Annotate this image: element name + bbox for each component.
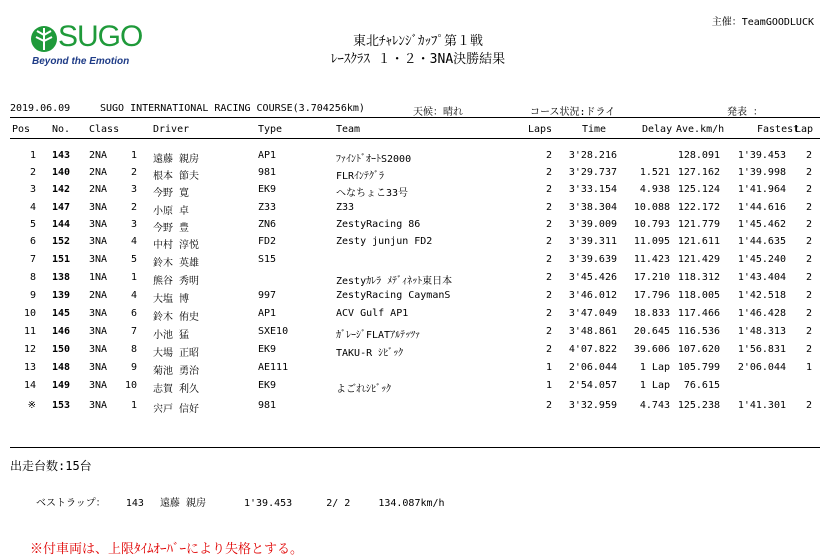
cell-fastest-lap: 2 (805, 290, 812, 301)
cell-team: FLRｲﾝﾃｸﾞﾗ (336, 171, 385, 182)
cell-time: 3'39.311 (568, 236, 617, 247)
cell-team: ｶﾞﾚｰｼﾞFLATｱﾙﾃｯﾂｧ (336, 330, 421, 341)
cell-class: 2NA (89, 150, 108, 161)
cell-delay: 1.521 (639, 167, 670, 178)
cell-pos: 6 (29, 236, 36, 247)
cell-delay: 1 Lap (639, 380, 670, 391)
table-row (0, 400, 836, 416)
cell-pos: ※ (27, 400, 36, 411)
cell-driver: 中村 淳悦 (153, 240, 200, 251)
cell-driver: 今野 寛 (153, 188, 190, 199)
cell-pos: 1 (29, 150, 36, 161)
cell-no: 147 (51, 202, 70, 213)
cell-class-pos: 7 (130, 326, 137, 337)
cell-class: 3NA (89, 236, 108, 247)
cell-no: 146 (51, 326, 70, 337)
cell-class: 2NA (89, 184, 108, 195)
cell-delay: 11.423 (633, 254, 670, 265)
cell-pos: 9 (29, 290, 36, 301)
cell-team: ﾌｧｲﾝﾄﾞｵｰﾄS2000 (336, 154, 412, 165)
cell-class: 3NA (89, 380, 108, 391)
cell-driver: 遠藤 親房 (153, 154, 200, 165)
cell-no: 138 (51, 272, 70, 283)
cell-delay: 1 Lap (639, 362, 670, 373)
cell-fastest: 1'39.998 (737, 167, 786, 178)
cell-avekmh: 118.005 (677, 290, 720, 301)
header-time: Time (582, 124, 607, 135)
disqualification-note: ※付車両は、上限ﾀｲﾑｵｰﾊﾞｰにより失格とする。 (30, 542, 304, 557)
cell-fastest-lap: 2 (805, 344, 812, 355)
cell-driver: 大塩 博 (153, 294, 190, 305)
cell-type: EK9 (258, 380, 277, 391)
cell-class: 3NA (89, 326, 108, 337)
cell-team: ZestyRacing 86 (336, 219, 421, 230)
cell-fastest: 1'44.616 (737, 202, 786, 213)
cell-class-pos: 4 (130, 236, 137, 247)
table-row (0, 362, 836, 378)
table-row (0, 219, 836, 235)
cell-class-pos: 1 (130, 150, 137, 161)
cell-fastest: 1'42.518 (737, 290, 786, 301)
divider-header (10, 138, 820, 139)
cell-class: 3NA (89, 344, 108, 355)
best-lap-label: ベストラップ： (36, 498, 106, 509)
table-row (0, 326, 836, 342)
cell-pos: 8 (29, 272, 36, 283)
cell-class: 3NA (89, 362, 108, 373)
cell-time: 3'38.304 (568, 202, 617, 213)
cell-class-pos: 1 (130, 272, 137, 283)
cell-team: Zestyｶﾚﾗ ﾒﾃﾞｨﾈｯﾄ東日本 (336, 276, 453, 287)
cell-fastest: 2'06.044 (737, 362, 786, 373)
cell-pos: 14 (23, 380, 36, 391)
cell-time: 3'28.216 (568, 150, 617, 161)
cell-avekmh: 121.611 (677, 236, 720, 247)
cell-class-pos: 5 (130, 254, 137, 265)
cell-fastest-lap: 2 (805, 184, 812, 195)
cell-driver: 菊池 勇治 (153, 366, 200, 377)
announce-time: 発表 ： (727, 107, 764, 118)
cell-time: 3'32.959 (568, 400, 617, 411)
cell-fastest-lap: 2 (805, 236, 812, 247)
cell-class: 1NA (89, 272, 108, 283)
cell-no: 153 (51, 400, 70, 411)
cell-driver: 小池 猛 (153, 330, 190, 341)
cell-pos: 11 (23, 326, 36, 337)
cell-time: 3'39.639 (568, 254, 617, 265)
table-row (0, 254, 836, 270)
cell-class: 2NA (89, 167, 108, 178)
cell-laps: 2 (545, 308, 552, 319)
cell-laps: 2 (545, 272, 552, 283)
cell-fastest-lap: 2 (805, 272, 812, 283)
cell-driver: 小原 卓 (153, 206, 190, 217)
cell-class: 3NA (89, 254, 108, 265)
cell-team: Z33 (336, 202, 355, 213)
cell-type: FD2 (258, 236, 277, 247)
cell-delay: 11.095 (633, 236, 670, 247)
divider-top (10, 117, 820, 118)
cell-laps: 2 (545, 150, 552, 161)
header-type: Type (258, 124, 283, 135)
cell-pos: 10 (23, 308, 36, 319)
header-pos: Pos (12, 124, 31, 135)
cell-fastest: 1'45.462 (737, 219, 786, 230)
cell-driver: 大場 正昭 (153, 348, 200, 359)
table-row (0, 167, 836, 183)
cell-fastest-lap: 2 (805, 326, 812, 337)
cell-laps: 2 (545, 167, 552, 178)
cell-delay: 4.743 (639, 400, 670, 411)
cell-fastest-lap: 2 (805, 254, 812, 265)
cell-team: よごれｼﾋﾞｯｸ (336, 384, 391, 395)
cell-type: 981 (258, 400, 277, 411)
cell-fastest-lap: 2 (805, 219, 812, 230)
cell-type: 981 (258, 167, 277, 178)
cell-pos: 5 (29, 219, 36, 230)
cell-driver: 鈴木 侑史 (153, 312, 200, 323)
cell-delay: 20.645 (633, 326, 670, 337)
cell-pos: 2 (29, 167, 36, 178)
header-team: Team (336, 124, 361, 135)
cell-no: 143 (51, 150, 70, 161)
cell-time: 3'39.009 (568, 219, 617, 230)
header-laps: Laps (528, 124, 553, 135)
cell-avekmh: 118.312 (677, 272, 720, 283)
logo-brand: SUGO (58, 20, 143, 53)
cell-fastest-lap: 2 (805, 202, 812, 213)
cell-fastest: 1'44.635 (737, 236, 786, 247)
cell-laps: 2 (545, 400, 552, 411)
cell-driver: 今野 豊 (153, 223, 190, 234)
cell-type: 997 (258, 290, 277, 301)
cell-class-pos: 3 (130, 219, 137, 230)
header-lap: Lap (795, 124, 814, 135)
cell-no: 148 (51, 362, 70, 373)
cell-avekmh: 122.172 (677, 202, 720, 213)
table-row (0, 202, 836, 218)
cell-class-pos: 2 (130, 167, 137, 178)
cell-no: 150 (51, 344, 70, 355)
cell-fastest-lap: 1 (805, 362, 812, 373)
cell-type: Z33 (258, 202, 277, 213)
header-fastest: Fastest (757, 124, 800, 135)
cell-no: 139 (51, 290, 70, 301)
table-row (0, 380, 836, 396)
cell-laps: 2 (545, 326, 552, 337)
cell-no: 140 (51, 167, 70, 178)
cell-driver: 熊谷 秀明 (153, 276, 200, 287)
starters-count: 出走台数:15台 (10, 459, 92, 473)
table-row (0, 290, 836, 306)
cell-no: 149 (51, 380, 70, 391)
cell-team: ACV Gulf AP1 (336, 308, 409, 319)
page-subtitle: ﾚｰｽｸﾗｽ １・２・3NA決勝結果 (330, 52, 506, 67)
header-driver: Driver (153, 124, 190, 135)
cell-fastest: 1'39.453 (737, 150, 786, 161)
best-lap-time: 1'39.453 (244, 498, 293, 509)
cell-fastest: 1'45.240 (737, 254, 786, 265)
cell-no: 144 (51, 219, 70, 230)
divider-bottom (10, 447, 820, 448)
cell-class-pos: 9 (130, 362, 137, 373)
course-condition: コース状況:ドライ (530, 107, 616, 118)
cell-fastest: 1'41.964 (737, 184, 786, 195)
cell-team: へなちょこ33号 (336, 188, 409, 199)
cell-type: EK9 (258, 184, 277, 195)
cell-pos: 7 (29, 254, 36, 265)
cell-fastest-lap: 2 (805, 167, 812, 178)
header-avekmh: Ave.km/h (676, 124, 725, 135)
cell-avekmh: 127.162 (677, 167, 720, 178)
cell-time: 3'29.737 (568, 167, 617, 178)
cell-no: 145 (51, 308, 70, 319)
cell-class: 3NA (89, 400, 108, 411)
cell-class-pos: 6 (130, 308, 137, 319)
cell-avekmh: 128.091 (677, 150, 720, 161)
cell-delay: 17.796 (633, 290, 670, 301)
cell-pos: 3 (29, 184, 36, 195)
cell-laps: 2 (545, 290, 552, 301)
cell-avekmh: 105.799 (677, 362, 720, 373)
cell-time: 3'45.426 (568, 272, 617, 283)
cell-time: 2'54.057 (568, 380, 617, 391)
cell-avekmh: 117.466 (677, 308, 720, 319)
cell-class: 3NA (89, 308, 108, 319)
cell-time: 2'06.044 (568, 362, 617, 373)
cell-no: 151 (51, 254, 70, 265)
cell-class-pos: 2 (130, 202, 137, 213)
cell-laps: 2 (545, 219, 552, 230)
organizer: 主催：TeamGOODLUCK (711, 17, 814, 28)
header-class: Class (89, 124, 120, 135)
cell-fastest: 1'56.831 (737, 344, 786, 355)
cell-type: ZN6 (258, 219, 277, 230)
cell-team: TAKU-R ｼﾋﾞｯｸ (336, 348, 404, 359)
cell-class-pos: 1 (130, 400, 137, 411)
table-row (0, 184, 836, 200)
cell-class-pos: 3 (130, 184, 137, 195)
cell-class: 3NA (89, 219, 108, 230)
best-lap (36, 494, 445, 509)
cell-class-pos: 8 (130, 344, 137, 355)
cell-time: 3'46.012 (568, 290, 617, 301)
cell-avekmh: 121.779 (677, 219, 720, 230)
best-lap-driver: 遠藤 親房 (159, 498, 206, 509)
cell-fastest: 1'48.313 (737, 326, 786, 337)
table-row (0, 344, 836, 360)
cell-type: AP1 (258, 150, 277, 161)
cell-type: S15 (258, 254, 277, 265)
cell-fastest: 1'46.428 (737, 308, 786, 319)
table-row (0, 308, 836, 324)
cell-class-pos: 10 (124, 380, 137, 391)
cell-avekmh: 116.536 (677, 326, 720, 337)
cell-avekmh: 121.429 (677, 254, 720, 265)
cell-avekmh: 76.615 (683, 380, 720, 391)
cell-time: 3'48.861 (568, 326, 617, 337)
cell-class: 2NA (89, 290, 108, 301)
weather: 天候：晴れ (413, 107, 463, 118)
best-lap-speed: 134.087km/h (378, 498, 445, 509)
course-name: SUGO INTERNATIONAL RACING COURSE(3.704256km) (100, 103, 365, 114)
cell-pos: 4 (29, 202, 36, 213)
logo-tagline: Beyond the Emotion (32, 56, 130, 67)
page-title: 東北ﾁｬﾚﾝｼﾞｶｯﾌﾟ第１戦 (352, 34, 483, 49)
cell-laps: 2 (545, 236, 552, 247)
cell-avekmh: 125.124 (677, 184, 720, 195)
cell-team: ZestyRacing CaymanS (336, 290, 451, 301)
cell-driver: 志賀 利久 (153, 384, 200, 395)
table-row (0, 272, 836, 288)
cell-laps: 1 (545, 380, 552, 391)
cell-time: 3'33.154 (568, 184, 617, 195)
cell-fastest: 1'41.301 (737, 400, 786, 411)
best-lap-lap: 2/ 2 (326, 498, 351, 509)
cell-pos: 13 (23, 362, 36, 373)
cell-type: AE111 (258, 362, 289, 373)
header-no: No. (52, 124, 71, 135)
cell-type: SXE10 (258, 326, 289, 337)
cell-driver: 根本 節夫 (153, 171, 200, 182)
cell-driver: 宍戸 信好 (153, 404, 200, 415)
cell-delay: 39.606 (633, 344, 670, 355)
cell-laps: 2 (545, 184, 552, 195)
cell-driver: 鈴木 英雄 (153, 258, 200, 269)
cell-type: EK9 (258, 344, 277, 355)
cell-delay: 18.833 (633, 308, 670, 319)
cell-delay: 10.088 (633, 202, 670, 213)
cell-class-pos: 4 (130, 290, 137, 301)
table-row (0, 236, 836, 252)
cell-laps: 1 (545, 362, 552, 373)
best-lap-no: 143 (125, 498, 144, 509)
race-date: 2019.06.09 (10, 103, 71, 114)
cell-fastest-lap: 2 (805, 308, 812, 319)
header-delay: Delay (642, 124, 673, 135)
cell-laps: 2 (545, 254, 552, 265)
cell-team: Zesty junjun FD2 (336, 236, 433, 247)
cell-delay: 17.210 (633, 272, 670, 283)
cell-fastest: 1'43.404 (737, 272, 786, 283)
cell-time: 3'47.049 (568, 308, 617, 319)
cell-no: 142 (51, 184, 70, 195)
cell-delay: 4.938 (639, 184, 670, 195)
cell-fastest-lap: 2 (805, 400, 812, 411)
cell-laps: 2 (545, 202, 552, 213)
cell-pos: 12 (23, 344, 36, 355)
cell-delay: 10.793 (633, 219, 670, 230)
table-row (0, 150, 836, 166)
cell-no: 152 (51, 236, 70, 247)
cell-class: 3NA (89, 202, 108, 213)
cell-avekmh: 125.238 (677, 400, 720, 411)
cell-laps: 2 (545, 344, 552, 355)
cell-type: AP1 (258, 308, 277, 319)
cell-avekmh: 107.620 (677, 344, 720, 355)
cell-fastest-lap: 2 (805, 150, 812, 161)
cell-time: 4'07.822 (568, 344, 617, 355)
